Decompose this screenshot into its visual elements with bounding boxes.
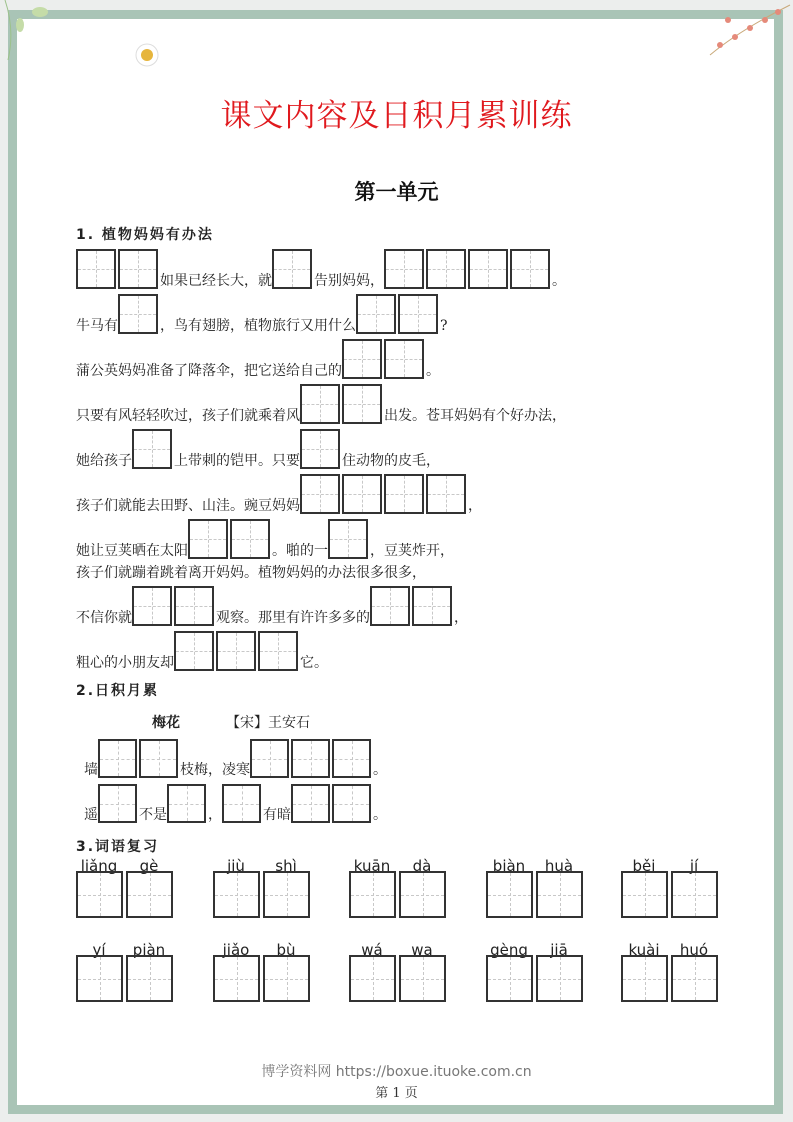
blank-answer-box[interactable] [370, 586, 410, 626]
pinyin-label: piàn [132, 941, 166, 959]
text-segment: 不是 [139, 807, 167, 823]
pinyin-label: běi [632, 857, 656, 875]
text-segment: 粗心的小朋友却 [76, 655, 174, 671]
blank-answer-box[interactable] [412, 586, 452, 626]
section1-text [76, 244, 566, 671]
section1-heading: 1. 植物妈妈有办法 [76, 227, 214, 243]
blank-answer-box[interactable] [291, 739, 330, 778]
text-segment: 牛马有 [76, 318, 118, 334]
leaf-decoration-icon [0, 0, 50, 60]
blank-answer-box[interactable] [342, 384, 382, 424]
text-line [76, 334, 566, 379]
text-segment: 。 [426, 363, 440, 379]
pinyin-label: jiā [550, 941, 568, 959]
pinyin-label: huà [544, 857, 574, 875]
text-line [76, 424, 566, 469]
character-writing-box[interactable] [349, 955, 396, 1002]
text-segment: 蒲公英妈妈准备了降落伞，把它送给自己的 [76, 363, 342, 379]
text-line [76, 559, 566, 581]
text-line [76, 379, 566, 424]
blank-answer-box[interactable] [139, 739, 178, 778]
blank-answer-box[interactable] [332, 739, 371, 778]
text-segment: 如果已经长大，就 [160, 273, 272, 289]
character-writing-box[interactable] [263, 871, 310, 918]
blank-answer-box[interactable] [98, 739, 137, 778]
flower-decoration-icon [134, 42, 160, 68]
pinyin-label: kuān [353, 857, 391, 875]
page-number: 第 1 页 [375, 1086, 418, 1101]
text-segment: 有暗 [263, 807, 291, 823]
pinyin-label: jí [689, 857, 699, 875]
text-segment: 枝梅，凌寒 [180, 762, 250, 778]
blank-answer-box[interactable] [328, 519, 368, 559]
berry-branch-icon [700, 0, 793, 60]
blank-answer-box[interactable] [230, 519, 270, 559]
pinyin-label: jiù [227, 857, 245, 875]
character-writing-box[interactable] [213, 955, 260, 1002]
blank-answer-box[interactable] [332, 784, 371, 823]
text-line [76, 626, 566, 671]
blank-answer-box[interactable] [510, 249, 550, 289]
blank-answer-box[interactable] [174, 631, 214, 671]
blank-answer-box[interactable] [300, 384, 340, 424]
text-segment: 。 [373, 762, 387, 778]
poem-text [84, 733, 387, 823]
pinyin-label: wá [361, 941, 383, 959]
text-segment: 孩子们就蹦着跳着离开妈妈。植物妈妈的办法很多很多， [76, 565, 426, 581]
text-segment: 它。 [300, 655, 328, 671]
section3-heading: 3.词语复习 [76, 839, 160, 855]
text-line [84, 733, 387, 778]
character-writing-box[interactable] [213, 871, 260, 918]
text-segment: 她让豆荚晒在太阳 [76, 543, 188, 559]
text-segment: 住动物的皮毛， [342, 453, 440, 469]
text-segment: 不信你就 [76, 610, 132, 626]
text-segment: 只要有风轻轻吹过，孩子们就乘着风 [76, 408, 300, 424]
pinyin-label: gèng [490, 941, 528, 959]
text-line [76, 289, 566, 334]
blank-answer-box[interactable] [76, 249, 116, 289]
character-writing-box[interactable] [399, 871, 446, 918]
blank-answer-box[interactable] [222, 784, 261, 823]
blank-answer-box[interactable] [174, 586, 214, 626]
unit-heading: 第一单元 [354, 179, 439, 204]
pinyin-label: gè [139, 857, 159, 875]
poem-title: 梅花 [152, 715, 180, 731]
text-segment: 上带刺的铠甲。只要 [174, 453, 300, 469]
pinyin-label: shì [275, 857, 297, 875]
blank-answer-box[interactable] [118, 249, 158, 289]
character-writing-box[interactable] [536, 871, 583, 918]
character-writing-box[interactable] [486, 955, 533, 1002]
blank-answer-box[interactable] [300, 474, 340, 514]
blank-answer-box[interactable] [384, 249, 424, 289]
text-segment: ， [468, 498, 482, 514]
blank-answer-box[interactable] [468, 249, 508, 289]
blank-answer-box[interactable] [342, 339, 382, 379]
blank-answer-box[interactable] [426, 474, 466, 514]
text-segment: 遥 [84, 807, 98, 823]
character-writing-box[interactable] [671, 871, 718, 918]
blank-answer-box[interactable] [167, 784, 206, 823]
text-line [76, 514, 566, 559]
blank-answer-box[interactable] [300, 429, 340, 469]
pinyin-label: liǎng [80, 857, 118, 875]
blank-answer-box[interactable] [384, 339, 424, 379]
blank-answer-box[interactable] [356, 294, 396, 334]
pinyin-label: biàn [492, 857, 526, 875]
text-line [76, 469, 566, 514]
blank-answer-box[interactable] [258, 631, 298, 671]
section2-heading: 2.日积月累 [76, 683, 160, 699]
blank-answer-box[interactable] [250, 739, 289, 778]
pinyin-label: kuài [628, 941, 660, 959]
blank-answer-box[interactable] [132, 429, 172, 469]
text-segment: 。啪的一 [272, 543, 328, 559]
text-segment: 墙 [84, 762, 98, 778]
text-segment: ，鸟有翅膀，植物旅行又用什么 [160, 318, 356, 334]
pinyin-label: huó [679, 941, 709, 959]
pinyin-label: bù [276, 941, 296, 959]
character-writing-box[interactable] [76, 871, 123, 918]
pinyin-label: wa [411, 941, 433, 959]
blank-answer-box[interactable] [216, 631, 256, 671]
text-segment: ? [440, 318, 448, 334]
pinyin-label: yí [92, 941, 106, 959]
character-writing-box[interactable] [486, 871, 533, 918]
character-writing-box[interactable] [126, 955, 173, 1002]
text-segment: ， [454, 610, 468, 626]
text-line [76, 244, 566, 289]
character-writing-box[interactable] [126, 871, 173, 918]
blank-answer-box[interactable] [188, 519, 228, 559]
blank-answer-box[interactable] [98, 784, 137, 823]
text-segment: 观察。那里有许许多多的 [216, 610, 370, 626]
blank-answer-box[interactable] [384, 474, 424, 514]
character-writing-box[interactable] [621, 871, 668, 918]
character-writing-box[interactable] [536, 955, 583, 1002]
character-writing-box[interactable] [621, 955, 668, 1002]
text-segment: 出发。苍耳妈妈有个好办法， [384, 408, 566, 424]
text-line [84, 778, 387, 823]
blank-answer-box[interactable] [272, 249, 312, 289]
blank-answer-box[interactable] [132, 586, 172, 626]
text-segment: ， [208, 807, 222, 823]
text-segment: 孩子们就能去田野、山洼。豌豆妈妈 [76, 498, 300, 514]
blank-answer-box[interactable] [291, 784, 330, 823]
blank-answer-box[interactable] [342, 474, 382, 514]
pinyin-label: jiǎo [222, 941, 250, 959]
text-segment: 。 [373, 807, 387, 823]
text-segment: 。 [552, 273, 566, 289]
character-writing-box[interactable] [349, 871, 396, 918]
page-title: 课文内容及日积月累训练 [220, 98, 573, 134]
watermark: 博学资料网 https://boxue.ituoke.com.cn [261, 1064, 532, 1080]
text-segment: ，豆荚炸开， [370, 543, 454, 559]
blank-answer-box[interactable] [398, 294, 438, 334]
text-segment: 告别妈妈， [314, 273, 384, 289]
text-segment: 她给孩子 [76, 453, 132, 469]
poem-author: 【宋】王安石 [226, 715, 310, 731]
character-writing-box[interactable] [671, 955, 718, 1002]
character-writing-box[interactable] [263, 955, 310, 1002]
character-writing-box[interactable] [399, 955, 446, 1002]
character-writing-box[interactable] [76, 955, 123, 1002]
pinyin-label: dà [412, 857, 432, 875]
blank-answer-box[interactable] [426, 249, 466, 289]
text-line [76, 581, 566, 626]
blank-answer-box[interactable] [118, 294, 158, 334]
